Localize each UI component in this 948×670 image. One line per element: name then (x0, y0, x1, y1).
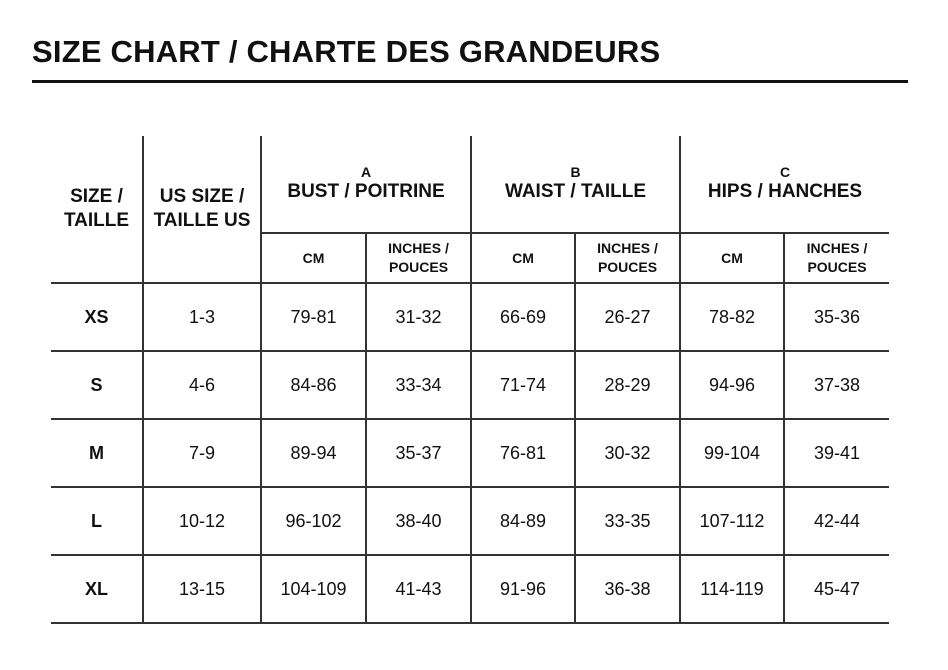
waist-cm-cell: 91-96 (471, 555, 575, 623)
us-size-cell: 4-6 (143, 351, 261, 419)
hips-cm-cell: 94-96 (680, 351, 784, 419)
hips-cm-cell: 78-82 (680, 283, 784, 351)
bust-cm-cell: 96-102 (261, 487, 366, 555)
waist-inches-cell: 28-29 (575, 351, 680, 419)
waist-group-letter: B (570, 164, 581, 180)
hips-inches-cell: 45-47 (784, 555, 889, 623)
hips-cm-header: CM (680, 233, 784, 283)
hips-inches-cell: 35-36 (784, 283, 889, 351)
us-size-cell: 13-15 (143, 555, 261, 623)
table-row (51, 283, 889, 351)
us-size-header-label: US SIZE / TAILLE US (153, 186, 251, 231)
bust-inches-header: INCHES / POUCES (366, 233, 471, 283)
bust-cm-cell: 104-109 (261, 555, 366, 623)
hips-inches-cell: 39-41 (784, 419, 889, 487)
waist-inches-cell: 26-27 (575, 283, 680, 351)
size-cell: M (51, 419, 143, 487)
hips-group-header (680, 136, 889, 233)
title-divider (32, 80, 908, 83)
bust-group-letter: A (360, 164, 372, 180)
table-row (51, 351, 889, 419)
size-chart-table (51, 136, 889, 624)
us-size-cell: 10-12 (143, 487, 261, 555)
page-title: SIZE CHART / CHARTE DES GRANDEURS (32, 34, 661, 69)
waist-group-header (471, 136, 680, 233)
bust-inches-cell: 41-43 (366, 555, 471, 623)
size-column-header (51, 136, 143, 283)
bust-cm-cell: 89-94 (261, 419, 366, 487)
size-cell: XS (51, 283, 143, 351)
us-size-column-header (143, 136, 261, 283)
table-row (51, 487, 889, 555)
waist-cm-cell: 84-89 (471, 487, 575, 555)
waist-cm-header: CM (471, 233, 575, 283)
hips-inches-header: INCHES / POUCES (784, 233, 889, 283)
table-row (51, 419, 889, 487)
table-row (51, 555, 889, 623)
hips-cm-cell: 99-104 (680, 419, 784, 487)
waist-group-label: WAIST / TAILLE (504, 181, 647, 202)
bust-cm-cell: 84-86 (261, 351, 366, 419)
us-size-cell: 7-9 (143, 419, 261, 487)
size-cell: S (51, 351, 143, 419)
bust-inches-cell: 35-37 (366, 419, 471, 487)
hips-group-letter: C (779, 164, 791, 180)
bust-cm-header: CM (261, 233, 366, 283)
size-header-label: SIZE / TAILLE (63, 186, 130, 231)
hips-inches-cell: 42-44 (784, 487, 889, 555)
bust-cm-cell: 79-81 (261, 283, 366, 351)
bust-inches-cell: 38-40 (366, 487, 471, 555)
bust-group-label: BUST / POITRINE (287, 181, 445, 202)
us-size-cell: 1-3 (143, 283, 261, 351)
waist-inches-cell: 30-32 (575, 419, 680, 487)
waist-inches-cell: 33-35 (575, 487, 680, 555)
hips-cm-cell: 114-119 (680, 555, 784, 623)
bust-inches-cell: 31-32 (366, 283, 471, 351)
bust-inches-cell: 33-34 (366, 351, 471, 419)
size-cell: XL (51, 555, 143, 623)
waist-inches-header: INCHES / POUCES (575, 233, 680, 283)
hips-group-label: HIPS / HANCHES (707, 181, 863, 202)
waist-inches-cell: 36-38 (575, 555, 680, 623)
waist-cm-cell: 76-81 (471, 419, 575, 487)
bust-group-header (261, 136, 471, 233)
waist-cm-cell: 71-74 (471, 351, 575, 419)
hips-inches-cell: 37-38 (784, 351, 889, 419)
size-cell: L (51, 487, 143, 555)
waist-cm-cell: 66-69 (471, 283, 575, 351)
hips-cm-cell: 107-112 (680, 487, 784, 555)
